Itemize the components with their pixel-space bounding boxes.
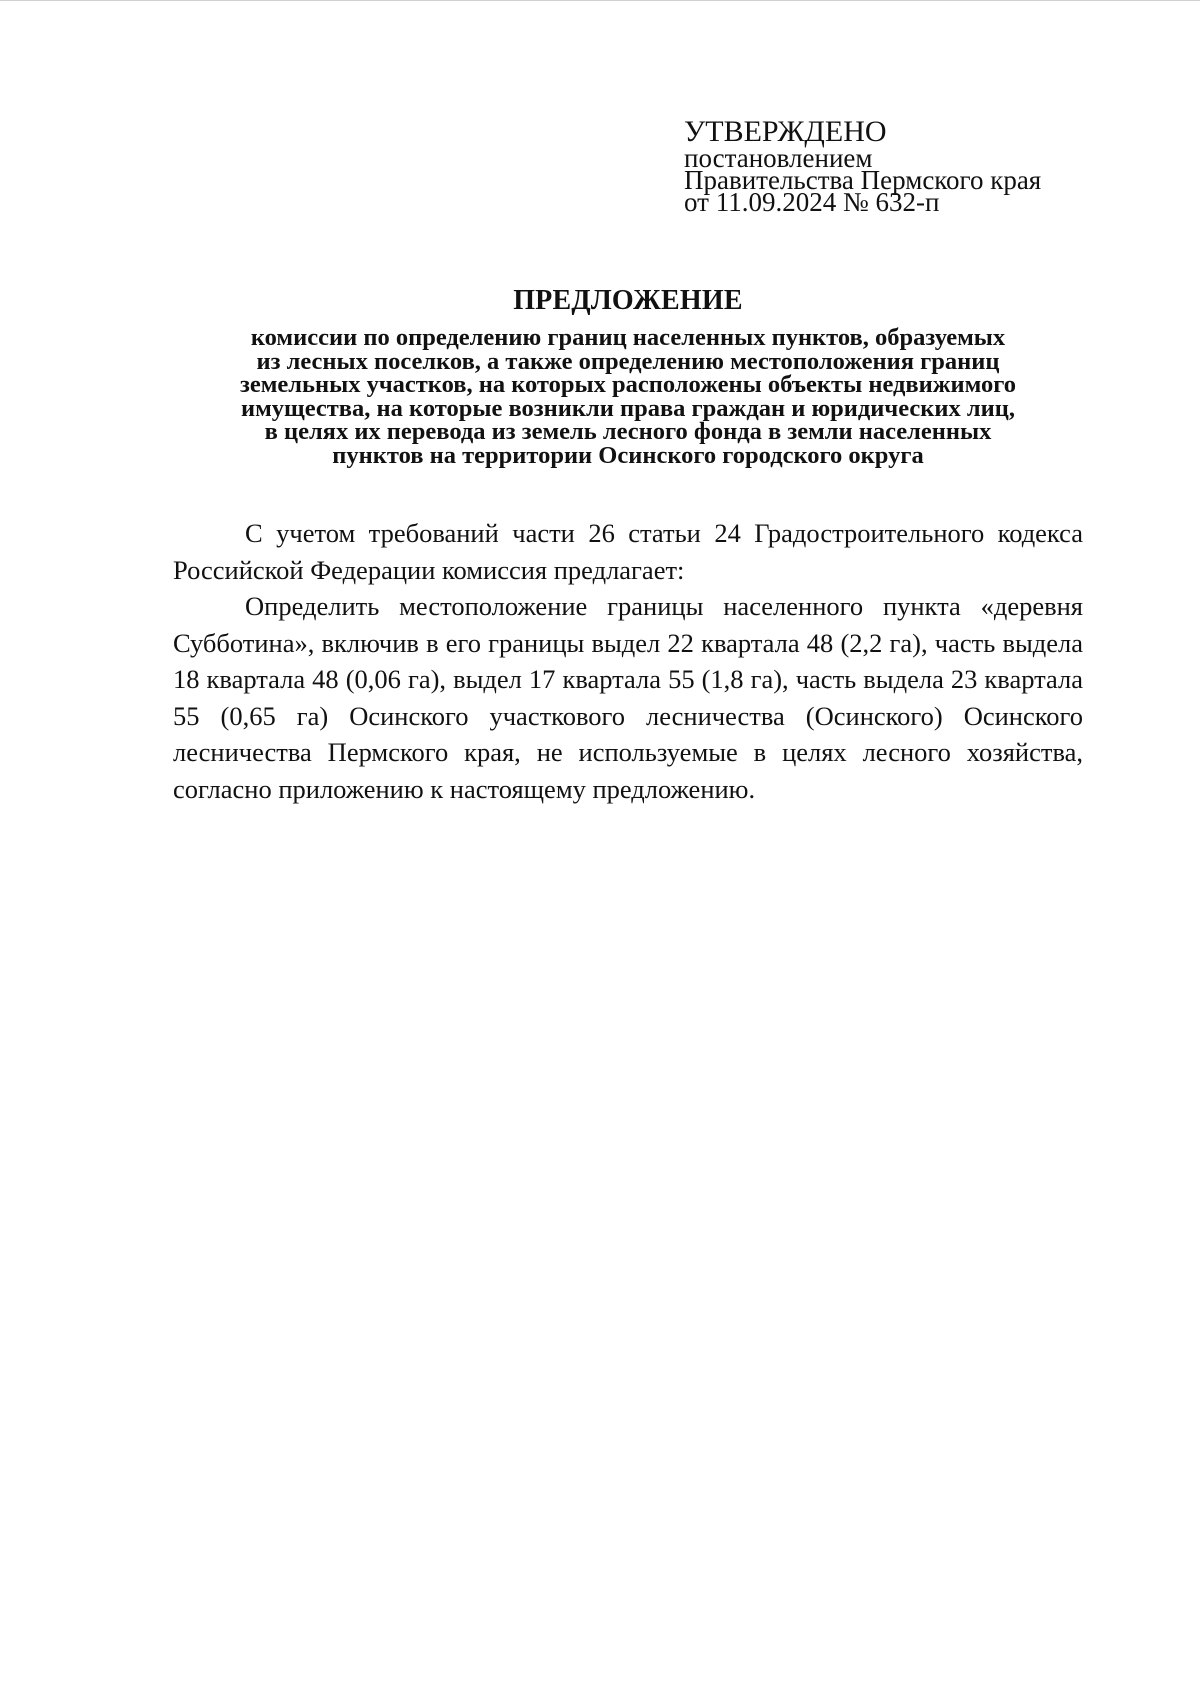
approval-stamp xyxy=(684,115,1104,217)
body-paragraph-intro: С учетом требований части 26 статьи 24 Градостроительного кодекса Российской Федерации комиссия предлагает: xyxy=(173,518,1083,585)
document-subtitle xyxy=(140,326,1116,467)
approval-heading: УТВЕРЖДЕНО xyxy=(684,115,887,148)
document-title: ПРЕДЛОЖЕНИЕ xyxy=(513,285,743,316)
subtitle-line: имущества, на которые возникли права граждан и юридических лиц, xyxy=(240,394,1015,422)
subtitle-line: пунктов на территории Осинского городского округа xyxy=(332,441,924,469)
approval-line-resolution: постановлением xyxy=(684,143,873,173)
approval-line-government: Правительства Пермского края xyxy=(684,165,1042,195)
body-paragraph-decision: Определить местоположение границы населенного пункта «деревня Субботина», включив в его границы выдел 22 квартала 48 (2,2 га), часть выдела 18 квартала 48 (0,06 га), выдел 17 квартала 55 (1,8 га), часть выдела 23 квартала 55 (0,65 га) Осинского участкового лесничества (Осинского) Осинского лесничества Пермского края, не используемые в целях лесного хозяйства, согласно приложению к настоящему предложению. xyxy=(173,591,1083,804)
subtitle-line: комиссии по определению границ населенных пунктов, образуемых xyxy=(250,324,1006,351)
document-body xyxy=(173,515,1083,807)
approval-line-date-number: от 11.09.2024 № 632-п xyxy=(684,187,940,217)
subtitle-line: земельных участков, на которых расположены объекты недвижимого xyxy=(239,371,1017,398)
subtitle-line: из лесных поселков, а также определению местоположения границ xyxy=(256,347,1000,375)
subtitle-line: в целях их перевода из земель лесного фонда в земли населенных xyxy=(264,418,992,445)
